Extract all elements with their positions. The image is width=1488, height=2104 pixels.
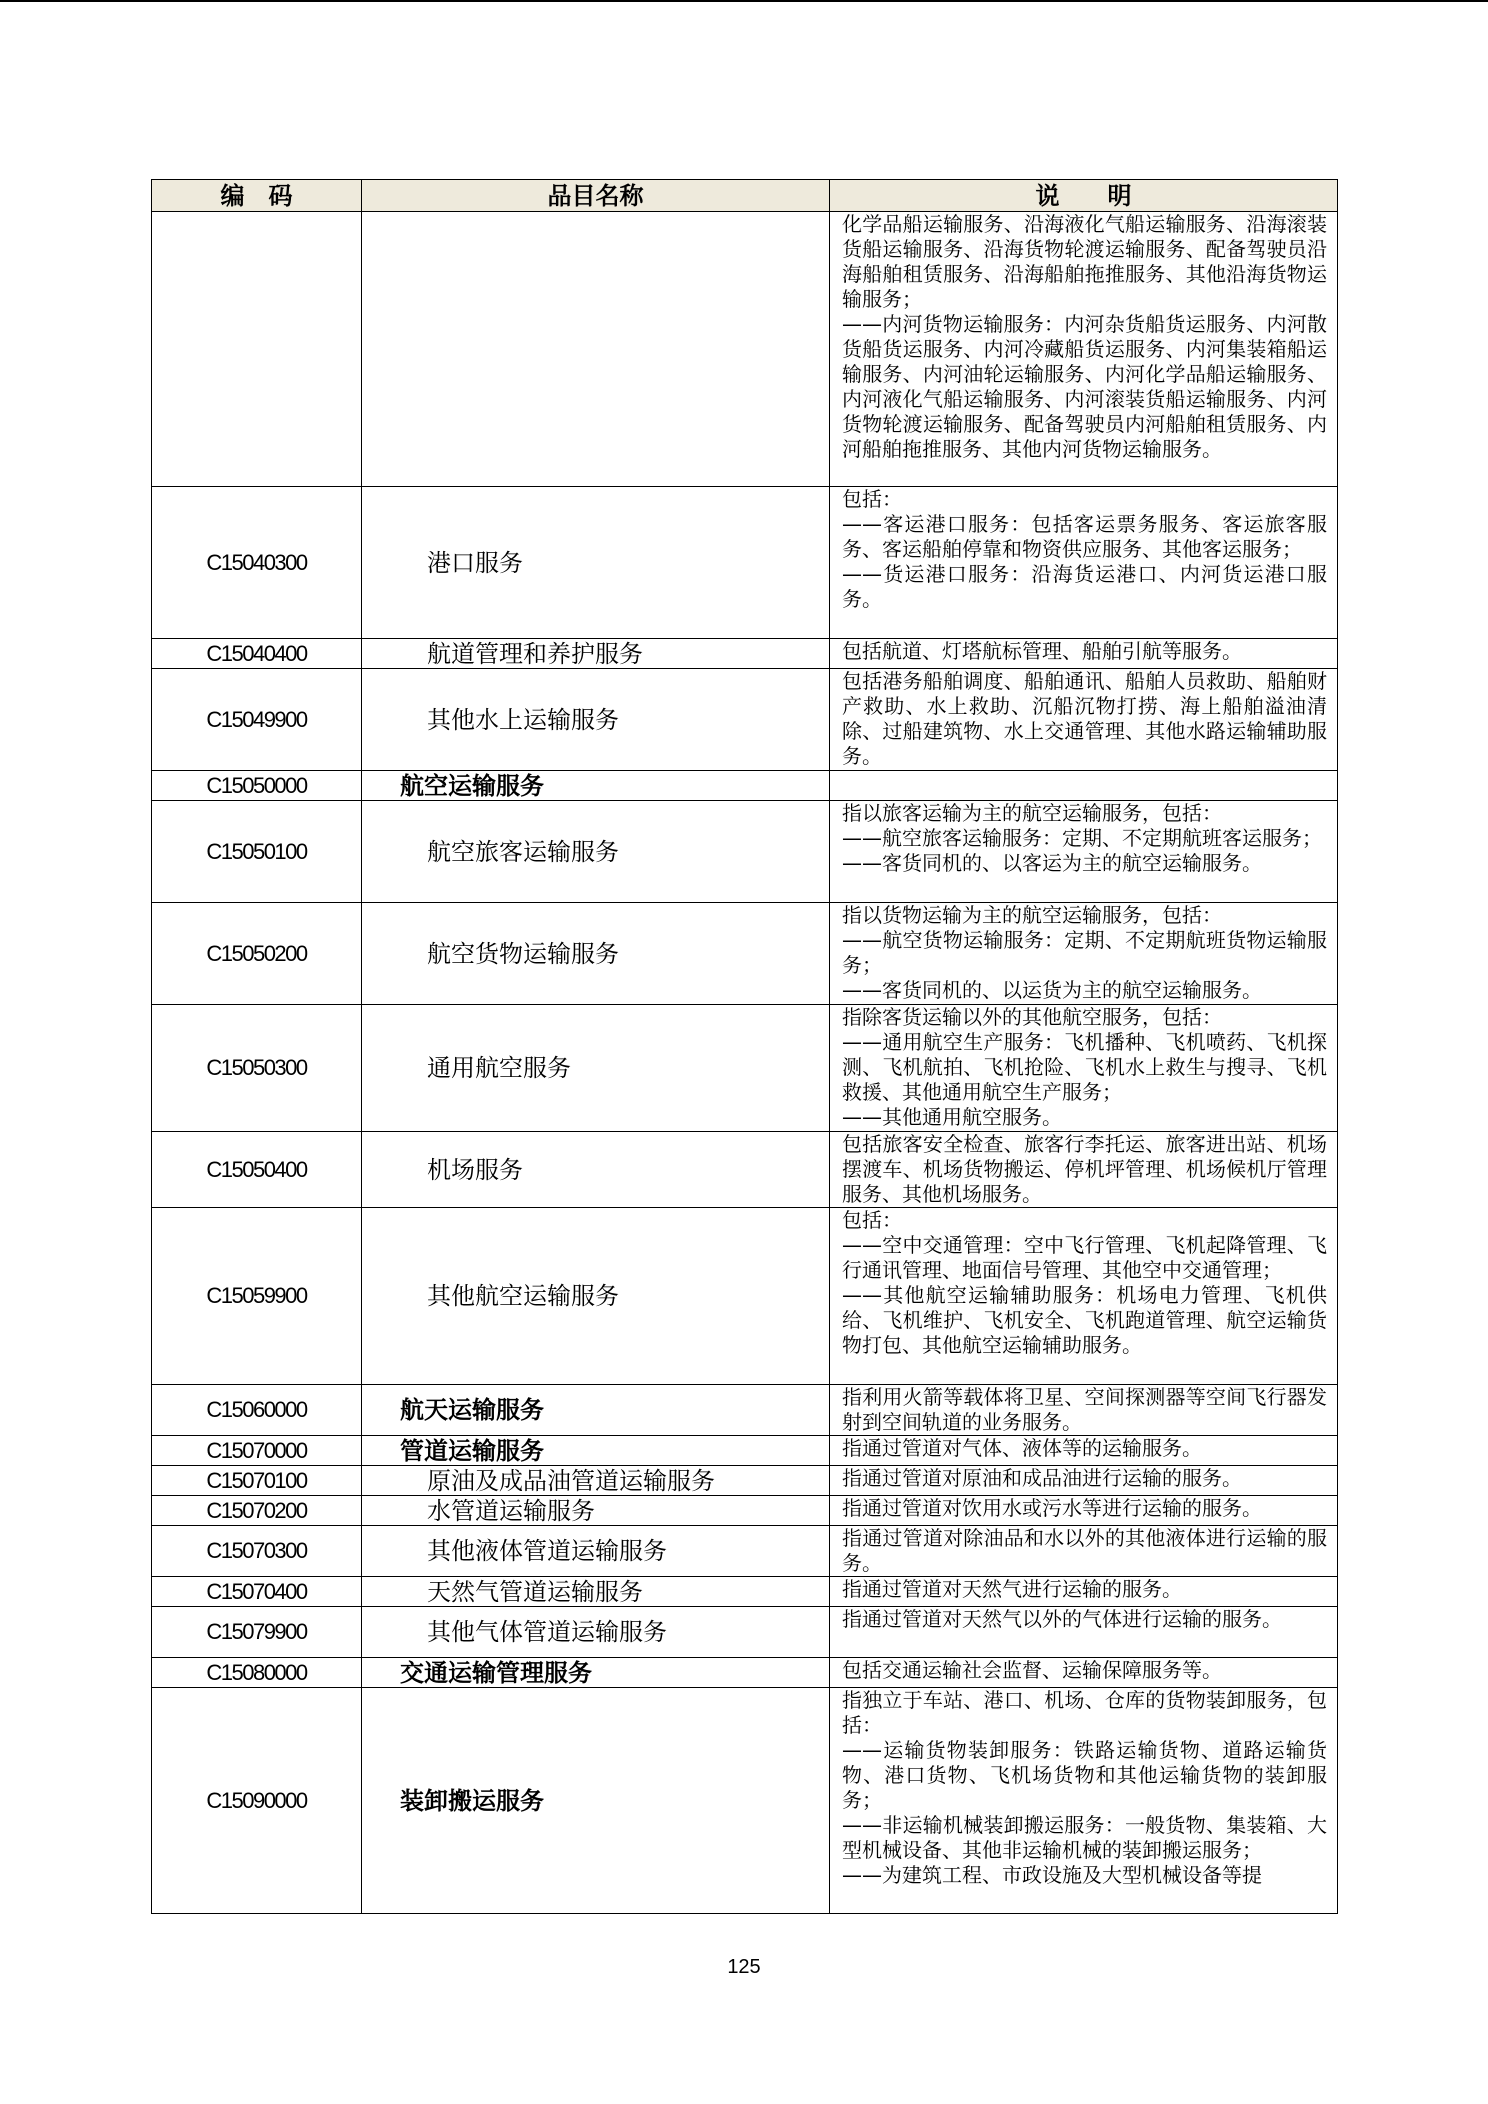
item-code bbox=[152, 212, 362, 487]
item-description bbox=[830, 1436, 1338, 1466]
item-description bbox=[830, 212, 1338, 487]
item-description bbox=[830, 1526, 1338, 1577]
item-code: C15050000 bbox=[152, 771, 362, 801]
table-row bbox=[152, 1496, 1338, 1526]
description-line: 包括旅客安全检查、旅客行李托运、旅客进出站、机场摆渡车、机场货物搬运、停机坪管理、机场候机厅管理服务、其他机场服务。 bbox=[842, 1132, 1327, 1206]
description-line: 指利用火箭等载体将卫星、空间探测器等空间飞行器发射到空间轨道的业务服务。 bbox=[842, 1385, 1327, 1434]
item-code: C15050300 bbox=[152, 1005, 362, 1132]
description-line: 指通过管道对天然气进行运输的服务。 bbox=[842, 1577, 1182, 1601]
item-name: 航道管理和养护服务 bbox=[362, 639, 830, 669]
item-code: C15080000 bbox=[152, 1658, 362, 1688]
item-code: C15049900 bbox=[152, 669, 362, 771]
description-line: 指除客货运输以外的其他航空服务，包括： bbox=[842, 1005, 1222, 1029]
item-name: 航天运输服务 bbox=[362, 1385, 830, 1436]
item-description bbox=[830, 903, 1338, 1005]
description-line: 指通过管道对天然气以外的气体进行运输的服务。 bbox=[842, 1607, 1282, 1631]
header-description: 说 明 bbox=[830, 180, 1338, 212]
description-line: ——空中交通管理：空中飞行管理、飞机起降管理、飞行通讯管理、地面信号管理、其他空中交通管理； bbox=[842, 1233, 1327, 1282]
item-name: 其他液体管道运输服务 bbox=[362, 1526, 830, 1577]
table-row bbox=[152, 1436, 1338, 1466]
item-name: 其他水上运输服务 bbox=[362, 669, 830, 771]
item-code: C15070200 bbox=[152, 1496, 362, 1526]
item-name: 通用航空服务 bbox=[362, 1005, 830, 1132]
item-code: C15070300 bbox=[152, 1526, 362, 1577]
description-line: 指以旅客运输为主的航空运输服务，包括： bbox=[842, 801, 1222, 825]
description-line: 指通过管道对饮用水或污水等进行运输的服务。 bbox=[842, 1496, 1262, 1520]
description-line: ——非运输机械装卸搬运服务：一般货物、集装箱、大型机械设备、其他非运输机械的装卸搬运服务； bbox=[842, 1813, 1327, 1862]
item-code: C15079900 bbox=[152, 1607, 362, 1658]
item-code: C15090000 bbox=[152, 1688, 362, 1914]
description-line: ——内河货物运输服务：内河杂货船货运服务、内河散货船货运服务、内河冷藏船货运服务、内河集装箱船运输服务、内河油轮运输服务、内河化学品船运输服务、内河液化气船运输服务、内河滚装货船运输服务、内河货物轮渡运输服务、配备驾驶员内河船舶租赁服务、内河船舶拖推服务、其他内河货物运输服务。 bbox=[842, 312, 1327, 461]
item-name bbox=[362, 212, 830, 487]
description-line: 指通过管道对气体、液体等的运输服务。 bbox=[842, 1436, 1202, 1460]
table-row bbox=[152, 1208, 1338, 1385]
table-row bbox=[152, 771, 1338, 801]
description-line: 指以货物运输为主的航空运输服务，包括： bbox=[842, 903, 1222, 927]
table-row bbox=[152, 1607, 1338, 1658]
item-code: C15050400 bbox=[152, 1132, 362, 1208]
item-code: C15059900 bbox=[152, 1208, 362, 1385]
item-name: 其他航空运输服务 bbox=[362, 1208, 830, 1385]
description-line: ——客货同机的、以客运为主的航空运输服务。 bbox=[842, 851, 1262, 875]
item-description bbox=[830, 1658, 1338, 1688]
description-line: ——客货同机的、以运货为主的航空运输服务。 bbox=[842, 978, 1262, 1002]
item-name: 装卸搬运服务 bbox=[362, 1688, 830, 1914]
table-row bbox=[152, 1005, 1338, 1132]
catalog-table bbox=[151, 179, 1338, 1914]
description-line: ——航空货物运输服务：定期、不定期航班货物运输服务； bbox=[842, 928, 1327, 977]
item-description bbox=[830, 1208, 1338, 1385]
description-line: ——通用航空生产服务：飞机播种、飞机喷药、飞机探测、飞机航拍、飞机抢险、飞机水上救生与搜寻、飞机救援、其他通用航空生产服务； bbox=[842, 1030, 1327, 1104]
description-line: 包括港务船舶调度、船舶通讯、船舶人员救助、船舶财产救助、水上救助、沉船沉物打捞、海上船舶溢油清除、过船建筑物、水上交通管理、其他水路运输辅助服务。 bbox=[842, 669, 1327, 768]
item-code: C15060000 bbox=[152, 1385, 362, 1436]
top-border-line bbox=[0, 0, 1488, 2]
table-header-row bbox=[152, 180, 1338, 212]
item-description bbox=[830, 669, 1338, 771]
item-description bbox=[830, 1577, 1338, 1607]
table-row bbox=[152, 903, 1338, 1005]
table-row bbox=[152, 669, 1338, 771]
header-name: 品目名称 bbox=[362, 180, 830, 212]
table-row bbox=[152, 1688, 1338, 1914]
item-name: 其他气体管道运输服务 bbox=[362, 1607, 830, 1658]
description-line: 指通过管道对原油和成品油进行运输的服务。 bbox=[842, 1466, 1242, 1490]
item-description bbox=[830, 1466, 1338, 1496]
item-description bbox=[830, 1132, 1338, 1208]
item-name: 水管道运输服务 bbox=[362, 1496, 830, 1526]
item-code: C15040300 bbox=[152, 487, 362, 639]
item-code: C15070400 bbox=[152, 1577, 362, 1607]
item-description bbox=[830, 1607, 1338, 1658]
item-name: 航空旅客运输服务 bbox=[362, 801, 830, 903]
item-name: 管道运输服务 bbox=[362, 1436, 830, 1466]
item-name: 原油及成品油管道运输服务 bbox=[362, 1466, 830, 1496]
item-description bbox=[830, 801, 1338, 903]
table-body bbox=[152, 212, 1338, 1914]
description-line: ——运输货物装卸服务：铁路运输货物、道路运输货物、港口货物、飞机场货物和其他运输货物的装卸服务； bbox=[842, 1738, 1327, 1812]
description-line: 包括： bbox=[842, 487, 902, 511]
item-description bbox=[830, 1005, 1338, 1132]
table-row bbox=[152, 1132, 1338, 1208]
item-description bbox=[830, 771, 1338, 801]
item-description bbox=[830, 1385, 1338, 1436]
table-row bbox=[152, 1577, 1338, 1607]
table-row bbox=[152, 212, 1338, 487]
description-line: ——其他航空运输辅助服务：机场电力管理、飞机供给、飞机维护、飞机安全、飞机跑道管理、航空运输货物打包、其他航空运输辅助服务。 bbox=[842, 1283, 1327, 1357]
description-line: ——客运港口服务：包括客运票务服务、客运旅客服务、客运船舶停靠和物资供应服务、其他客运服务； bbox=[842, 512, 1327, 561]
item-name: 天然气管道运输服务 bbox=[362, 1577, 830, 1607]
item-description bbox=[830, 1688, 1338, 1914]
item-description bbox=[830, 639, 1338, 669]
table-row bbox=[152, 1526, 1338, 1577]
description-line: ——为建筑工程、市政设施及大型机械设备等提 bbox=[842, 1863, 1262, 1887]
item-code: C15050200 bbox=[152, 903, 362, 1005]
table-row bbox=[152, 487, 1338, 639]
item-name: 机场服务 bbox=[362, 1132, 830, 1208]
table-row bbox=[152, 801, 1338, 903]
table-row bbox=[152, 1385, 1338, 1436]
item-description bbox=[830, 487, 1338, 639]
description-line: 指通过管道对除油品和水以外的其他液体进行运输的服务。 bbox=[842, 1526, 1327, 1575]
description-line: ——其他通用航空服务。 bbox=[842, 1105, 1062, 1129]
header-code: 编 码 bbox=[152, 180, 362, 212]
item-name: 交通运输管理服务 bbox=[362, 1658, 830, 1688]
description-line: 化学品船运输服务、沿海液化气船运输服务、沿海滚装货船运输服务、沿海货物轮渡运输服务、配备驾驶员沿海船舶租赁服务、沿海船舶拖推服务、其他沿海货物运输服务； bbox=[842, 212, 1327, 311]
item-code: C15070000 bbox=[152, 1436, 362, 1466]
page-number: 125 bbox=[727, 1956, 761, 1978]
item-code: C15050100 bbox=[152, 801, 362, 903]
item-code: C15070100 bbox=[152, 1466, 362, 1496]
item-code: C15040400 bbox=[152, 639, 362, 669]
item-name: 航空运输服务 bbox=[362, 771, 830, 801]
description-line: 指独立于车站、港口、机场、仓库的货物装卸服务，包括： bbox=[842, 1688, 1327, 1737]
description-line: 包括： bbox=[842, 1208, 902, 1232]
description-line: ——航空旅客运输服务：定期、不定期航班客运服务； bbox=[842, 826, 1322, 850]
item-name: 港口服务 bbox=[362, 487, 830, 639]
item-name: 航空货物运输服务 bbox=[362, 903, 830, 1005]
description-line: ——货运港口服务：沿海货运港口、内河货运港口服务。 bbox=[842, 562, 1327, 611]
description-line: 包括航道、灯塔航标管理、船舶引航等服务。 bbox=[842, 639, 1242, 663]
table-row bbox=[152, 1658, 1338, 1688]
item-description bbox=[830, 1496, 1338, 1526]
table-row bbox=[152, 1466, 1338, 1496]
description-line: 包括交通运输社会监督、运输保障服务等。 bbox=[842, 1658, 1222, 1682]
table-row bbox=[152, 639, 1338, 669]
